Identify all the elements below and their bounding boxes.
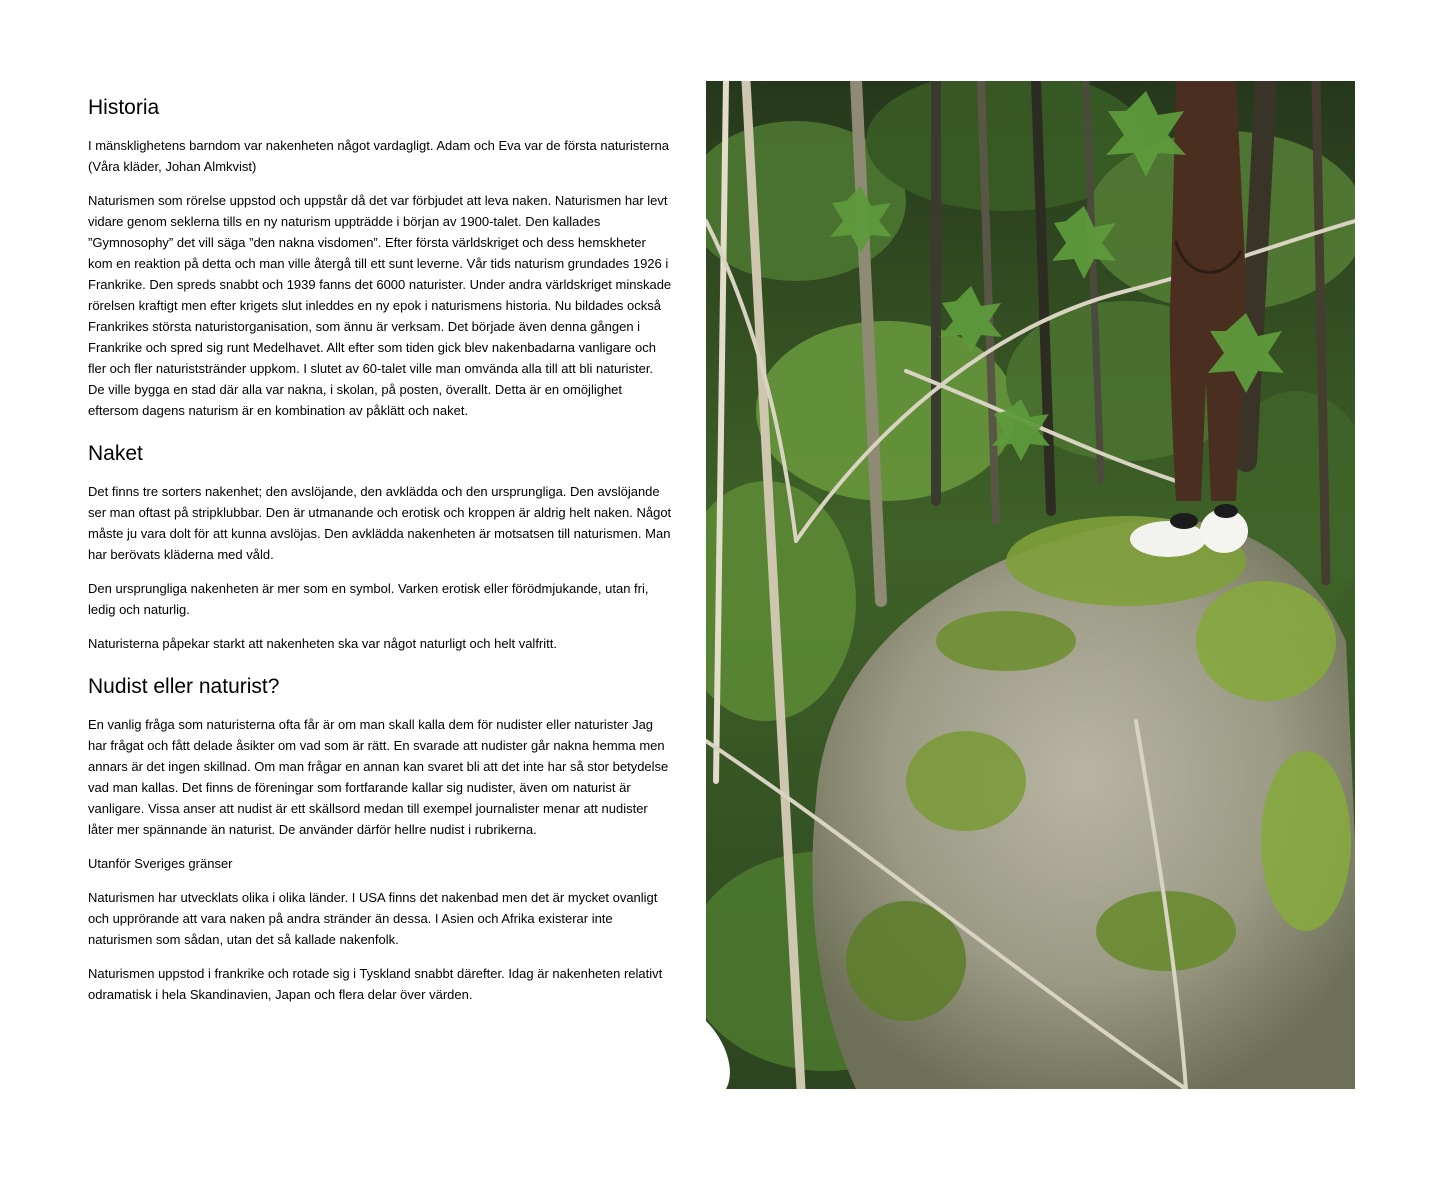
paragraph-origin: Naturismen uppstod i frankrike och rotade sig i Tyskland snabbt därefter. Idag är nakenheten relativt odramatisk i hela Skandinavien, Japan och flera delar över värden. [88,966,663,1002]
paragraph-naket-voluntary: Naturisterna påpekar starkt att nakenheten ska var något naturligt och helt valfritt. [88,636,557,651]
article-text-column [88,93,672,1018]
forest-rock-illustration [706,81,1355,1089]
heading-historia: Historia [88,96,160,119]
heading-nudist-eller-naturist: Nudist eller naturist? [88,675,280,698]
paragraph-historia-body: Naturismen som rörelse uppstod och uppstår då det var förbjudet att leva naken. Naturismen har levt vidare genom seklerna tills en ny naturism uppträdde i början av 1900-talet. Den kallades ”Gymnosophy” det vill säga ”den nakna visdomen”. Efter första världskriget och dess hemskheter kom en reaktion på detta och man ville återgå till ett sunt leverne. Vår tids naturism grundades 1926 i Frankrike. Den spreds snabbt och 1939 fanns det 6000 naturister. Under andra världskriget minskade rörelsen kraftigt men efter krigets slut inleddes en ny epok i naturismens historia. Nu bildades också Frankrikes största naturistorganisation, som ännu är verksam. Det började även denna gången i Frankrike och spred sig runt Medelhavet. Allt efter som tiden gick blev nakenbadarna vanligare och fler och fler naturiststränder uppkom. I slutet av 60-talet ville man omvända alla till att bli naturister. De ville bygga en stad där alla var nakna, i skolan, på posten, överallt. Detta är en omöjlighet eftersom dagens naturism är en kombination av påklätt och naket. [88,193,672,418]
paragraph-naket-types: Det finns tre sorters nakenhet; den avslöjande, den avklädda och den ursprungliga. Den avslöjande ser man oftast på stripklubbar. Den är utmanande och erotisk och kroppen är aldrig helt naken. Något måste ju vara dolt för att kunna avslöjas. Den avklädda nakenheten är motsatsen till naturismen. Man har berövats kläderna med våld. [88,484,672,562]
paragraph-naket-original: Den ursprungliga nakenheten är mer som en symbol. Varken erotisk eller förödmjukande, utan fri, ledig och naturlig. [88,581,649,617]
paragraph-historia-intro: I mänsklighetens barndom var nakenheten något vardagligt. Adam och Eva var de första naturisterna (Våra kläder, Johan Almkvist) [88,138,670,174]
forest-rock-photo [706,81,1355,1089]
paragraph-nudist-question: En vanlig fråga som naturisterna ofta får är om man skall kalla dem för nudister eller naturister Jag har frågat och fått delade åsikter om vad som är rätt. En svarade att nudister går nakna hemma men annars är det ingen skillnad. Om man frågar en annan kan svaret bli att det inte har så stor betydelse vad man kallas. Det finns de föreningar som fortfarande kallar sig nudister, även om naturist är vanligare. Vissa anser att nudist är ett skällsord medan till exempel journalister menar att nudister låter mer spännande än naturist. De använder därför hellre nudist i rubrikerna. [88,717,669,837]
subheading-utanfor-sverige: Utanför Sveriges gränser [88,856,233,871]
heading-naket: Naket [88,442,143,465]
paragraph-other-countries: Naturismen har utvecklats olika i olika länder. I USA finns det nakenbad men det är mycket ovanligt och upprörande att vara naken på andra stränder än dessa. I Asien och Afrika existerar inte naturismen som sådan, utan det så kallade nakenfolk. [88,890,658,947]
